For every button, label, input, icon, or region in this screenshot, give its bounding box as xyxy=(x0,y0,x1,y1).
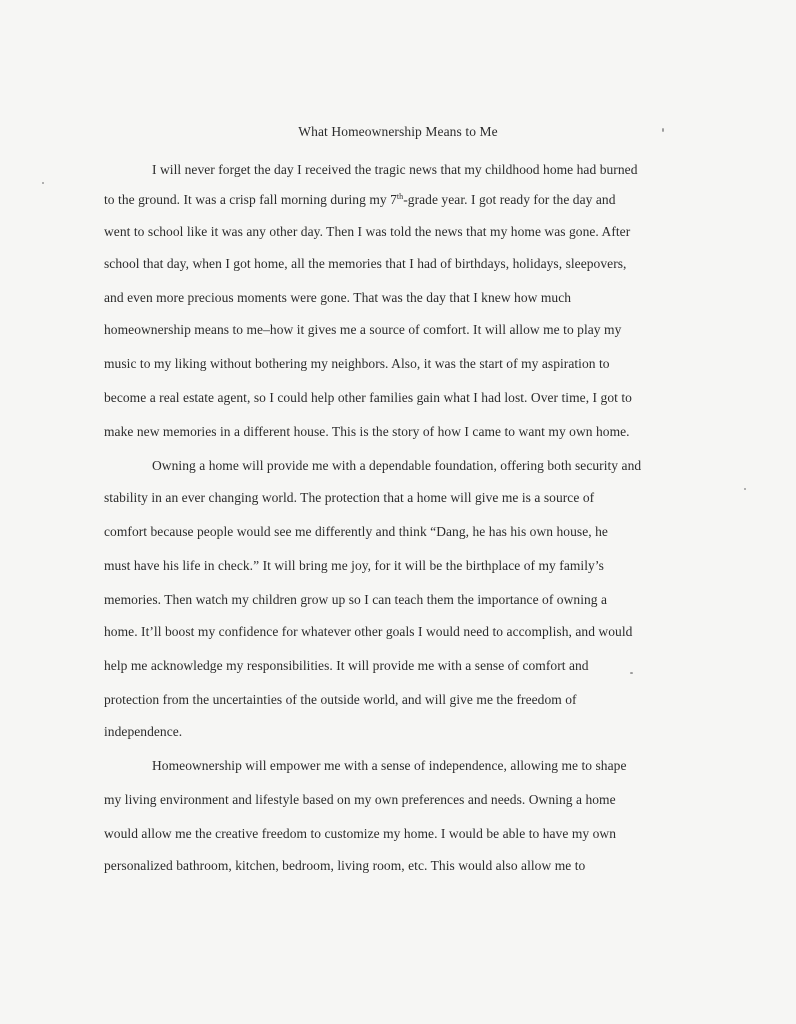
text-line: went to school like it was any other day. Then I was told the news that my home was gone. After xyxy=(104,224,631,239)
text-line: independence. xyxy=(104,724,183,739)
scan-speck xyxy=(42,182,44,184)
scan-speck xyxy=(630,672,633,674)
text-line: school that day, when I got home, all the memories that I had of birthdays, holidays, sleepovers, xyxy=(104,256,627,271)
text-line: Owning a home will provide me with a dependable foundation, offering both security and xyxy=(152,458,642,473)
text-line: Homeownership will empower me with a sense of independence, allowing me to shape xyxy=(152,758,627,773)
text-line: I will never forget the day I received the tragic news that my childhood home had burned xyxy=(152,162,638,177)
text-line: my living environment and lifestyle based on my own preferences and needs. Owning a home xyxy=(104,792,616,807)
text-line: comfort because people would see me differently and think “Dang, he has his own house, he xyxy=(104,524,608,539)
text-line: personalized bathroom, kitchen, bedroom, living room, etc. This would also allow me to xyxy=(104,858,586,873)
text-line: homeownership means to me–how it gives me a source of comfort. It will allow me to play my xyxy=(104,322,622,337)
essay-title: What Homeownership Means to Me xyxy=(298,124,498,139)
text-line: help me acknowledge my responsibilities. It will provide me with a sense of comfort and xyxy=(104,658,589,673)
text-line: would allow me the creative freedom to customize my home. I would be able to have my own xyxy=(104,826,617,841)
text-line: stability in an ever changing world. The protection that a home will give me is a source of xyxy=(104,490,595,505)
text-line: music to my liking without bothering my neighbors. Also, it was the start of my aspiration to xyxy=(104,356,610,371)
text-line: protection from the uncertainties of the outside world, and will give me the freedom of xyxy=(104,692,577,707)
text-line: memories. Then watch my children grow up so I can teach them the importance of owning a xyxy=(104,592,608,607)
text-line: home. It’ll boost my confidence for whatever other goals I would need to accomplish, and would xyxy=(104,624,633,639)
scan-speck xyxy=(662,128,664,132)
text-line: become a real estate agent, so I could help other families gain what I had lost. Over time, I got to xyxy=(104,390,632,405)
scan-speck xyxy=(744,488,746,490)
text-line: make new memories in a different house. This is the story of how I came to want my own home. xyxy=(104,424,630,439)
text-line: and even more precious moments were gone. That was the day that I knew how much xyxy=(104,290,572,305)
text-line: must have his life in check.” It will bring me joy, for it will be the birthplace of my family’s xyxy=(104,558,604,573)
text-line: to the ground. It was a crisp fall morning during my 7th-grade year. I got ready for the day and xyxy=(104,192,616,207)
